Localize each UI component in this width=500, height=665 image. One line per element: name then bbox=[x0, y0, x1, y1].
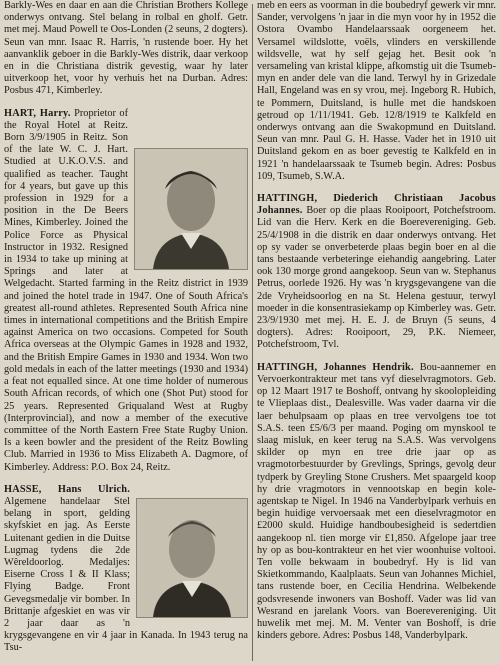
hart-entry bbox=[4, 108, 248, 474]
portrait-photo-icon bbox=[137, 499, 247, 617]
hasse-entry bbox=[4, 484, 248, 655]
hattingh-dc-entry bbox=[257, 193, 496, 352]
hasse-portrait bbox=[136, 498, 248, 618]
hattingh-dc-name: HATTINGH, Diederich Christiaan Jacobus Johannes. bbox=[257, 193, 496, 217]
hart-text: Proprietor of the Royal Hotel at Reitz. Born 3/9/1905 in Reitz. Son of the late W. C. J. Hart. Studied at U.K.O.V.S. and qualified as teacher. Taught for 4 years, but gave up this profession in 1929 for a position in the De Beers Mines, Kimberley. Joined the Police Force as Physical Instructor in 1932. Resigned in 1934 to take up mining at Springs and later at Welgedacht. Started farming in the Reitz district in 1939 and joined the hotel trade in 1947. One of South Africa's greatest all-round athletes. Represented South Africa nine times in international competitions and the British Empire against America on two occasions. Competed for South Africa overseas at the Olympic Games in 1928 and 1932, and the British Empire Games in 1930 and 1934. Won two gold medals in each of the latter meetings (1930 and 1934) a feat not equalled since. At one time holder of numerous South African records, of which one (Shot Put) stood for 25 years. Represented Griqualand West at Rugby (Interprovincial), and now a member of the executive committee of the North Eastern Free State Rugby Union. Is a keen bowler and the president of the Reitz Bowling Club. Married in 1936 to Miss Elizabeth A. Dagmore, of Kimberley. Address: P.O. Box 24, Reitz. bbox=[4, 107, 248, 473]
hattingh-jh-entry bbox=[257, 362, 496, 643]
hattingh-jh-text: Bou-aannemer en Vervoerkontrakteur met tans vyf dieselvragmotors. Geb. op 12 Maart 1917 te Boshoff, ontvang hy skoolopleiding te Vlieplaas dist., Dealesville. Was vader daarna vir die laer behulpsaam op plaas en tree vervolgens toe tot S.A.S. teen £5/6/3 per maand. Poging om mynskool te slaag misluk, en keer terug na S.A.S. Was vervolgens skilder op myn en tree drie jaar op as vragmotorbestuurder by Grevlings, Springs, gevolg deur tydperk by Greyling Stone Crushers. Met spaargeld koop hy drie vragmotors in vennootskap en begin kole-agentskap te Nigel. In 1946 na Vanderbylpark verhuis en begin huidige vervoersaak met een dieselvragmotor en £2000 skuld. Huidige handboubesigheid is sedertdien aangekoop nl. tien morge vir £1,850. Afgelope jaar tree hy op as bou-kontrakteur en het vier woonhuise voltooi. Ten volle bekwaam in boubedryf. Hy is lid van Skietkommando, Kaalplaats. Seun van Johannes Michiel, tans rustende boer, en Cecilia Hendrina. Welbekende godsvresende inwoners van Boshoff. Vader was lid van Wesrand en jarelank Voors. van Boerevereniging. Uit huwelik met mej. M. M. Venter van Boshoff, is drie kinders gebore. Adres: Posbus 148, Vanderbylpark. bbox=[257, 361, 497, 642]
column-divider bbox=[252, 4, 253, 661]
hasse-entry-continued: meb en eers as voorman in die boubedryf gewerk vir mnr. Sander, vervolgens 'n jaar in die myn voor hy in 1952 die Ostora Ovambo Handelaarssaak oorgeneem het. Versamel wildslotte, voëls, vlinders en verskillende wildsvelle, wat hy self gejag het. Besit ook 'n versameling van kristal klippe, afkomstig uit die Tsumeb-myn en ander dele van die land. Terwyl hy in Grizedale Hall, Engeland was en sy vrou, mej. Ingeborg R. Hubich, te Pommern, Duitsland, is hulle met die handskoen getroud op 1/11/1941. Geb. 12/8/1919 te Kalkfeld en onderwys ontvang aan die Swakopmund en Duitsland. Seun van mnr. Paul G. H. Hasse. Vader het in 1910 uit Duitsland gekom en as boer gevestig te Kalkfeld en in 1921 'n handelaarssaak te Tsumeb begin. Adres: Posbus 109, Tsumeb, S.W.A. bbox=[257, 0, 496, 182]
portrait-photo-icon bbox=[135, 149, 247, 269]
hattingh-jh-name: HATTINGH, Johannes Hendrik. bbox=[257, 361, 414, 373]
right-column bbox=[257, 0, 496, 665]
hattingh-dc-text: Boer op die plaas Rooipoort, Potchefstroom. Lid van die Herv. Kerk en die Boerevereniging. Geb. 25/4/1908 in die distrik en daar onderwys ontvang. Het op sy vader se onverbeterde plaas begin boer en al die tans bestaande verbeteringe eiehandig aangebring. Later ook 130 morge grond aangekoop. Seun van w. Stephanus Petrus, oorlede 1926. Hy was 'n krygsgevangene van die 2de Vryheidsoorlog en na St. Helena gestuur, terwyl moeder in die konsentrasiekamp op Kimberley was. Getr. 23/9/1930 met mej. H. E. J. de Bruyn (5 seuns, 4 dogters). Adres: Rooipoort, 29, P.K. Niemeer, Potchefstroom, Tvl. bbox=[257, 205, 496, 351]
hart-name: HART, Harry. bbox=[4, 107, 71, 119]
hasse-text: Algemene handelaar Stel belang in sport, gelding skyfskiet en jag. As Eerste Luitenant gedien in die Duitse Lugmag tydens die 2de Wêreldoorlog. Medaljes: Eiserne Cross I & II Klass; Flying Badge. Front Gevegsmedalje vir bomber. In Brittanje afgeskiet en was vir 2 jaar daar as 'n krygsgevangene en vir 4 jaar in Kanada. In 1943 terug na Tsu- bbox=[4, 495, 248, 654]
left-column bbox=[4, 0, 248, 665]
harris-entry-continued: Barkly-Wes en daar en aan die Christian Brothers Kollege onderwys ontvang. Stel belang in rolbal en gholf. Getr. met mej. Maud Powell te Oos-Londen (2 seuns, 2 dogters). Seun van mnr. Isaac R. Harris, 'n rustende boer. Hy het aanvanklik geboer in die Barkly-Wes distrik, daar verkoop en in die Christiana distrik gevestig, waar hy later uitverkoop het, voor hy verhuis het na Durban. Adres: Posbus 471, Kimberley. bbox=[4, 0, 248, 97]
hart-portrait bbox=[134, 148, 248, 270]
hasse-name: HASSE, Hans Ulrich. bbox=[4, 483, 130, 495]
